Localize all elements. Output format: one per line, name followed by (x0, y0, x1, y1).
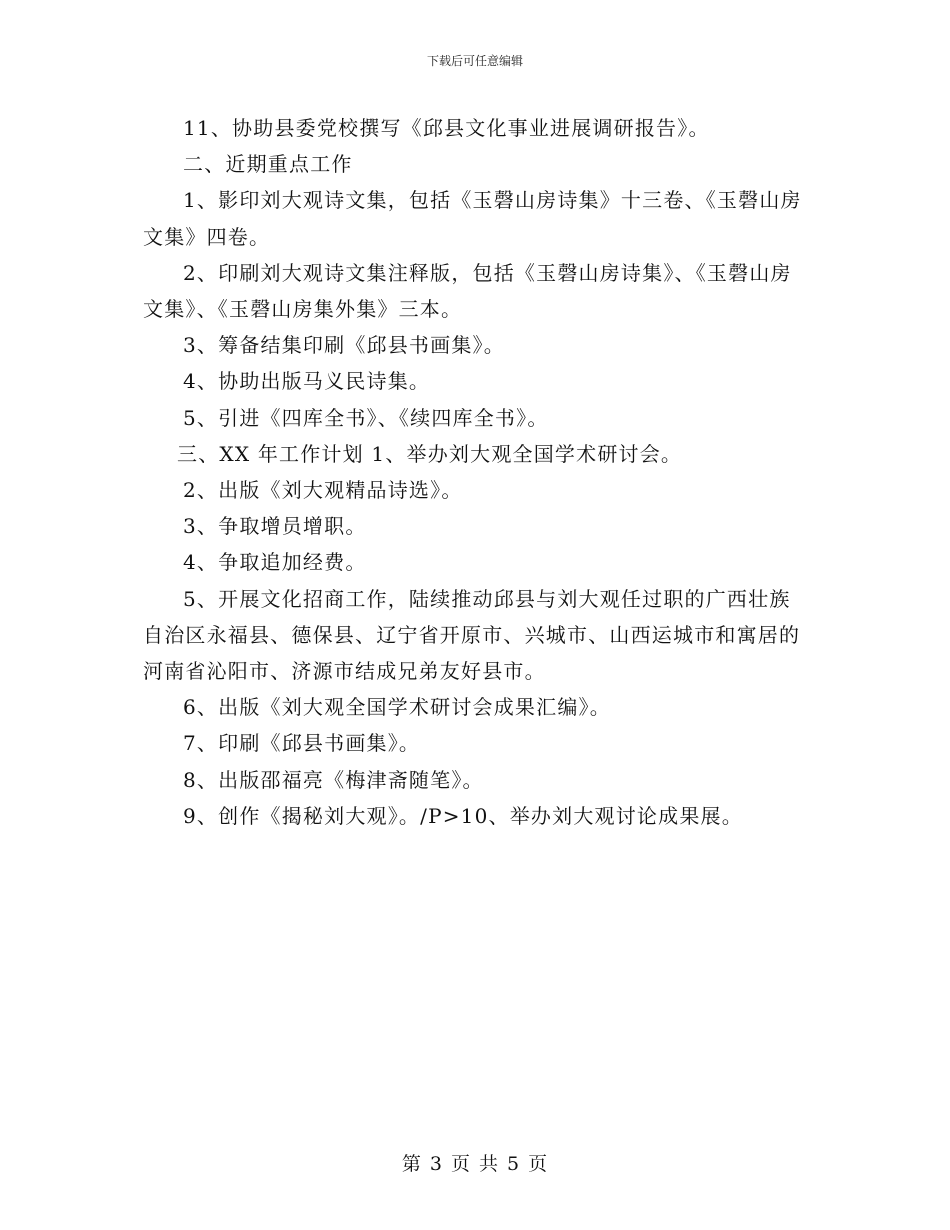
paragraph: 2、印刷刘大观诗文集注释版，包括《玉磬山房诗集》、《玉磬山房文集》、《玉磬山房集外集》三本。 (143, 260, 792, 322)
paragraph: 2、出版《刘大观精品诗选》。 (183, 478, 463, 503)
paragraph: 5、开展文化招商工作，陆续推动邱县与刘大观任过职的广西壮族自治区永福县、德保县、辽宁省开原市、兴城市、山西运城市和寓居的河南省沁阳市、济源市结成兄弟友好县市。 (143, 586, 801, 684)
footer-total-word: 共 (479, 1153, 500, 1175)
paragraph: 5、引进《四库全书》、《续四库全书》。 (183, 405, 549, 430)
total-page-number: 5 (507, 1153, 521, 1175)
paragraph: 3、争取增员增职。 (183, 514, 367, 539)
paragraph: 9、创作《揭秘刘大观》。/P>10、举办刘大观讨论成果展。 (183, 803, 743, 828)
footer-page-word: 页 (450, 1153, 471, 1175)
current-page-number: 3 (429, 1153, 443, 1175)
paragraph: 1、影印刘大观诗文集，包括《玉磬山房诗集》十三卷、《玉磬山房文集》四卷。 (143, 188, 802, 249)
paragraph: 7、印刷《邱县书画集》。 (183, 731, 421, 756)
section-heading: 二、近期重点工作 (183, 152, 353, 177)
paragraph: 11、协助县委党校撰写《邱县文化事业进展调研报告》。 (183, 116, 710, 140)
footer-prefix: 第 (401, 1153, 422, 1175)
document-body (143, 110, 808, 834)
paragraph: 4、争取追加经费。 (183, 550, 367, 575)
section-heading: 三、XX 年工作计划 1、举办刘大观全国学术研讨会。 (177, 441, 683, 466)
paragraph: 4、协助出版马义民诗集。 (183, 369, 431, 394)
paragraph: 6、出版《刘大观全国学术研讨会成果汇编》。 (183, 695, 611, 720)
paragraph: 8、出版邵福亮《梅津斋随笔》。 (183, 767, 484, 792)
page-footer (0, 1151, 950, 1177)
footer-suffix: 页 (528, 1153, 549, 1175)
paragraph: 3、筹备结集印刷《邱县书画集》。 (183, 333, 505, 358)
page-header: 下载后可任意编辑 (426, 54, 523, 68)
